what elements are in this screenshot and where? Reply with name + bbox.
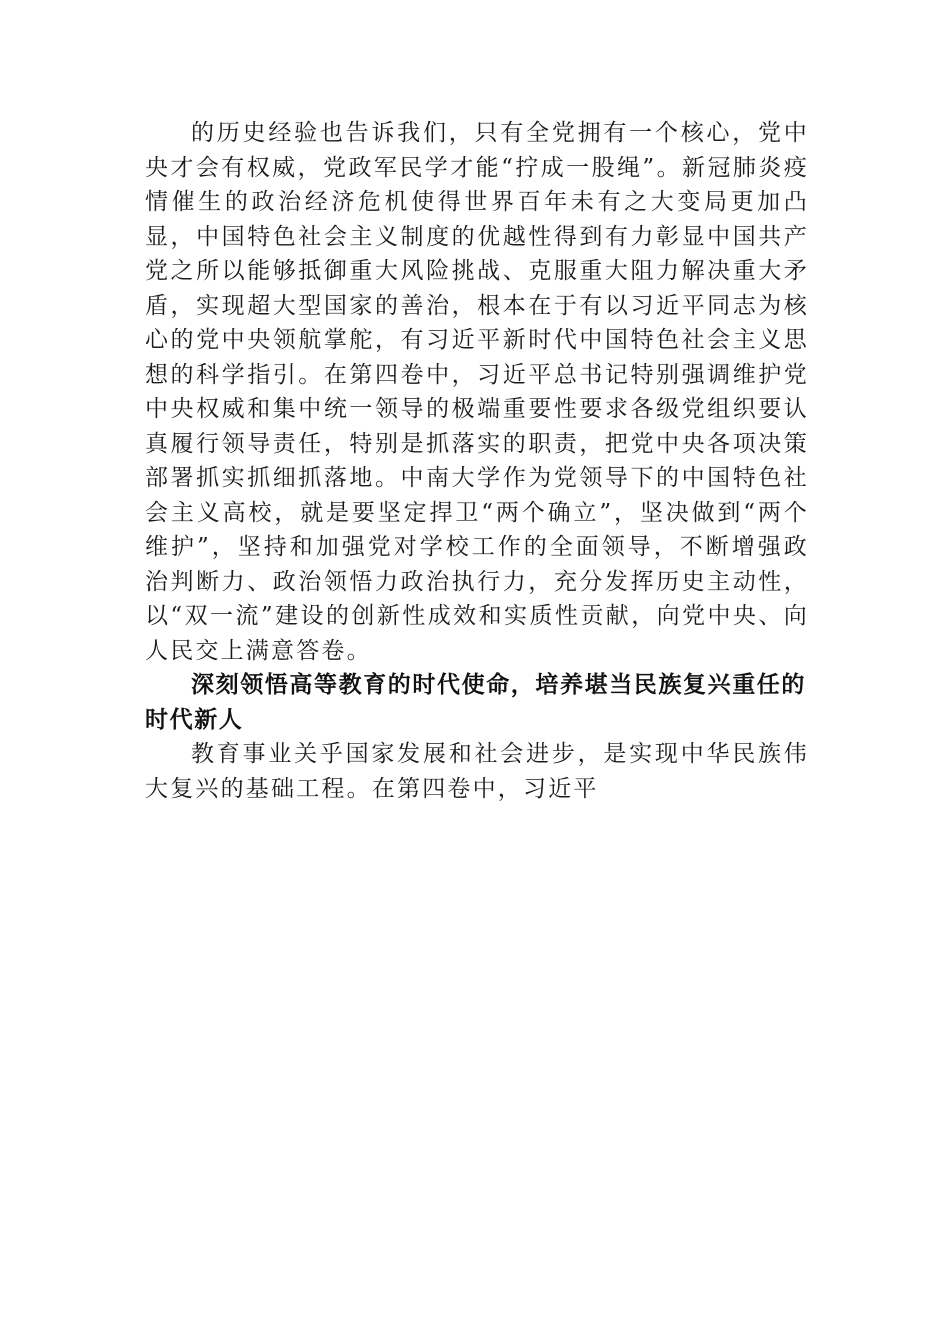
document-body: [145, 116, 809, 806]
body-paragraph-2: 教育事业关乎国家发展和社会进步，是实现中华民族伟大复兴的基础工程。在第四卷中，习近平: [145, 741, 809, 802]
body-paragraph-1: 的历史经验也告诉我们，只有全党拥有一个核心，党中央才会有权威，党政军民学才能“拧成一股绳”。新冠肺炎疫情催生的政治经济危机使得世界百年未有之大变局更加凸显，中国特色社会主义制度的优越性得到有力彰显中国共产党之所以能够抵御重大风险挑战、克服重大阻力解决重大矛盾，实现超大型国家的善治，根本在于有以习近平同志为核心的党中央领航掌舵，有习近平新时代中国特色社会主义思想的科学指引。在第四卷中，习近平总书记特别强调维护党中央权威和集中统一领导的极端重要性要求各级党组织要认真履行领导责任，特别是抓落实的职责，把党中央各项决策部署抓实抓细抓落地。中南大学作为党领导下的中国特色社会主义高校，就是要坚定捍卫“两个确立”，坚决做到“两个维护”，坚持和加强党对学校工作的全面领导，不断增强政治判断力、政治领悟力政治执行力，充分发挥历史主动性，以“双一流”建设的创新性成效和实质性贡献，向党中央、向人民交上满意答卷。: [145, 120, 809, 664]
section-heading: 深刻领悟高等教育的时代使命，培养堪当民族复兴重任的时代新人: [145, 672, 806, 733]
